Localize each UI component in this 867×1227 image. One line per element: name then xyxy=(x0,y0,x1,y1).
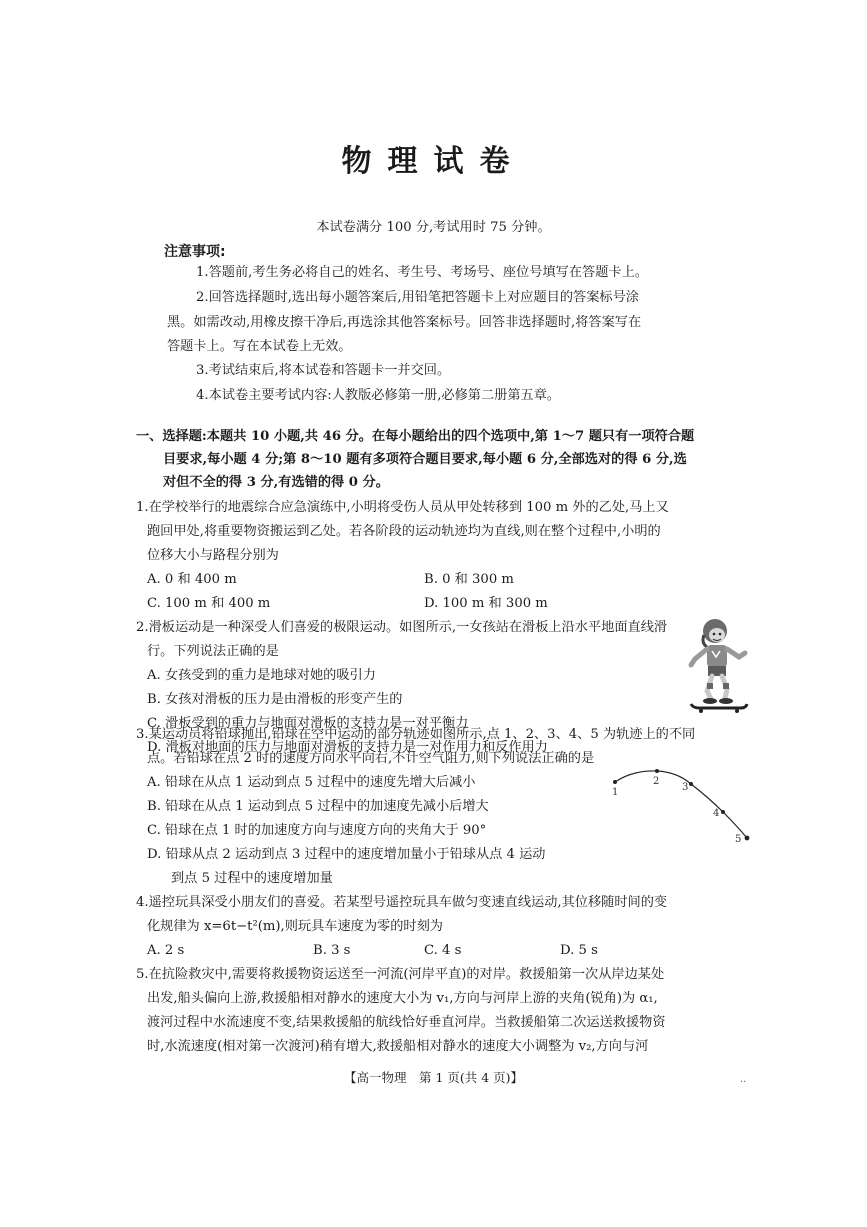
question-1-stem: 1.在学校举行的地震综合应急演练中,小明将受伤人员从甲处转移到 100 m 外的乙处,马上又 xyxy=(136,500,669,515)
notice-line: 4.本试卷主要考试内容:人教版必修第一册,必修第二册第五章。 xyxy=(196,388,561,403)
question-2-option-b: B. 女孩对滑板的压力是由滑板的形变产生的 xyxy=(147,692,403,707)
scan-mark: .. xyxy=(740,1074,747,1085)
section-heading: 对但不全的得 3 分,有选错的得 0 分。 xyxy=(163,475,389,490)
exam-info: 本试卷满分 100 分,考试用时 75 分钟。 xyxy=(316,220,551,235)
point-label: 4 xyxy=(713,808,720,819)
question-5-stem: 渡河过程中水流速度不变,结果救援船的航线恰好垂直河岸。当救援船第二次运送救援物资 xyxy=(147,1015,666,1030)
question-3-option-b: B. 铅球在从点 1 运动到点 5 过程中的加速度先减小后增大 xyxy=(147,799,489,814)
question-4-option-d: D. 5 s xyxy=(560,943,598,958)
question-3-option-d: D. 铅球从点 2 运动到点 3 过程中的速度增加量小于铅球从点 4 运动 xyxy=(147,847,546,862)
notice-line: 3.考试结束后,将本试卷和答题卡一并交回。 xyxy=(196,363,451,378)
question-5-stem: 时,水流速度(相对第一次渡河)稍有增大,救援船相对静水的速度大小调整为 v₂,方向与河 xyxy=(147,1039,649,1054)
question-1-option-b: B. 0 和 300 m xyxy=(424,572,514,587)
question-2-stem: 行。下列说法正确的是 xyxy=(147,644,279,659)
point-label: 2 xyxy=(653,776,660,787)
question-1-option-d: D. 100 m 和 300 m xyxy=(424,596,548,611)
notice-line: 黑。如需改动,用橡皮擦干净后,再选涂其他答案标号。回答非选择题时,将答案写在 xyxy=(167,315,642,330)
point-label: 1 xyxy=(612,787,619,798)
notice-line: 1.答题前,考生务必将自己的姓名、考生号、考场号、座位号填写在答题卡上。 xyxy=(196,265,648,280)
question-3-stem: 3.某运动员将铅球抛出,铅球在空中运动的部分轨迹如图所示,点 1、2、3、4、5 为轨迹上的不同 xyxy=(136,727,696,742)
question-5-stem: 出发,船头偏向上游,救援船相对静水的速度大小为 v₁,方向与河岸上游的夹角(锐角)为 α₁, xyxy=(147,991,658,1006)
notice-line: 答题卡上。写在本试卷上无效。 xyxy=(167,339,352,354)
question-4-option-c: C. 4 s xyxy=(424,943,462,958)
page-title: 物理试卷 xyxy=(341,144,526,179)
question-3-option-d-cont: 到点 5 过程中的速度增加量 xyxy=(171,871,333,886)
question-2-stem: 2.滑板运动是一种深受人们喜爱的极限运动。如图所示,一女孩站在滑板上沿水平地面直线滑 xyxy=(136,620,668,635)
question-1-option-a: A. 0 和 400 m xyxy=(147,572,237,587)
question-3-option-a: A. 铅球在从点 1 运动到点 5 过程中的速度先增大后减小 xyxy=(147,775,476,790)
notice-line: 2.回答选择题时,选出每小题答案后,用铅笔把答题卡上对应题目的答案标号涂 xyxy=(196,290,639,305)
question-2-option-c: C. 滑板受到的重力与地面对滑板的支持力是一对平衡力 xyxy=(147,716,469,731)
point-label: 5 xyxy=(735,834,742,845)
question-3-stem: 点。若铅球在点 2 时的速度方向水平向右,不计空气阻力,则下列说法正确的是 xyxy=(147,751,595,766)
question-1-stem: 位移大小与路程分别为 xyxy=(147,548,279,563)
question-4-option-a: A. 2 s xyxy=(147,943,185,958)
notice-heading: 注意事项: xyxy=(164,244,226,260)
question-3-option-c: C. 铅球在点 1 时的加速度方向与速度方向的夹角大于 90° xyxy=(147,823,487,838)
question-2-option-a: A. 女孩受到的重力是地球对她的吸引力 xyxy=(147,668,376,683)
question-5-stem: 5.在抗险救灾中,需要将救援物资运送至一河流(河岸平直)的对岸。救援船第一次从岸边某处 xyxy=(136,967,665,982)
section-heading: 一、选择题:本题共 10 小题,共 46 分。在每小题给出的四个选项中,第 1～7 题只有一项符合题 xyxy=(136,429,695,444)
question-1-stem: 跑回甲处,将重要物资搬运到乙处。若各阶段的运动轨迹均为直线,则在整个过程中,小明的 xyxy=(147,524,661,539)
question-4-stem: 4.遥控玩具深受小朋友们的喜爱。若某型号遥控玩具车做匀变速直线运动,其位移随时间的变 xyxy=(136,895,668,910)
question-4-stem: 化规律为 x=6t−t²(m),则玩具车速度为零的时刻为 xyxy=(147,919,443,934)
point-label: 3 xyxy=(682,782,689,793)
page-footer: 【高一物理 第 1 页(共 4 页)】 xyxy=(343,1070,524,1085)
section-heading: 目要求,每小题 4 分;第 8～10 题有多项符合题目要求,每小题 6 分,全部选对的得 6 分,选 xyxy=(163,452,687,467)
trajectory-figure xyxy=(605,766,765,846)
question-2-option-d: D. 滑板对地面的压力与地面对滑板的支持力是一对作用力和反作用力 xyxy=(147,740,548,755)
question-1-option-c: C. 100 m 和 400 m xyxy=(147,596,271,611)
skateboard-girl-figure xyxy=(683,613,753,713)
question-4-option-b: B. 3 s xyxy=(313,943,351,958)
